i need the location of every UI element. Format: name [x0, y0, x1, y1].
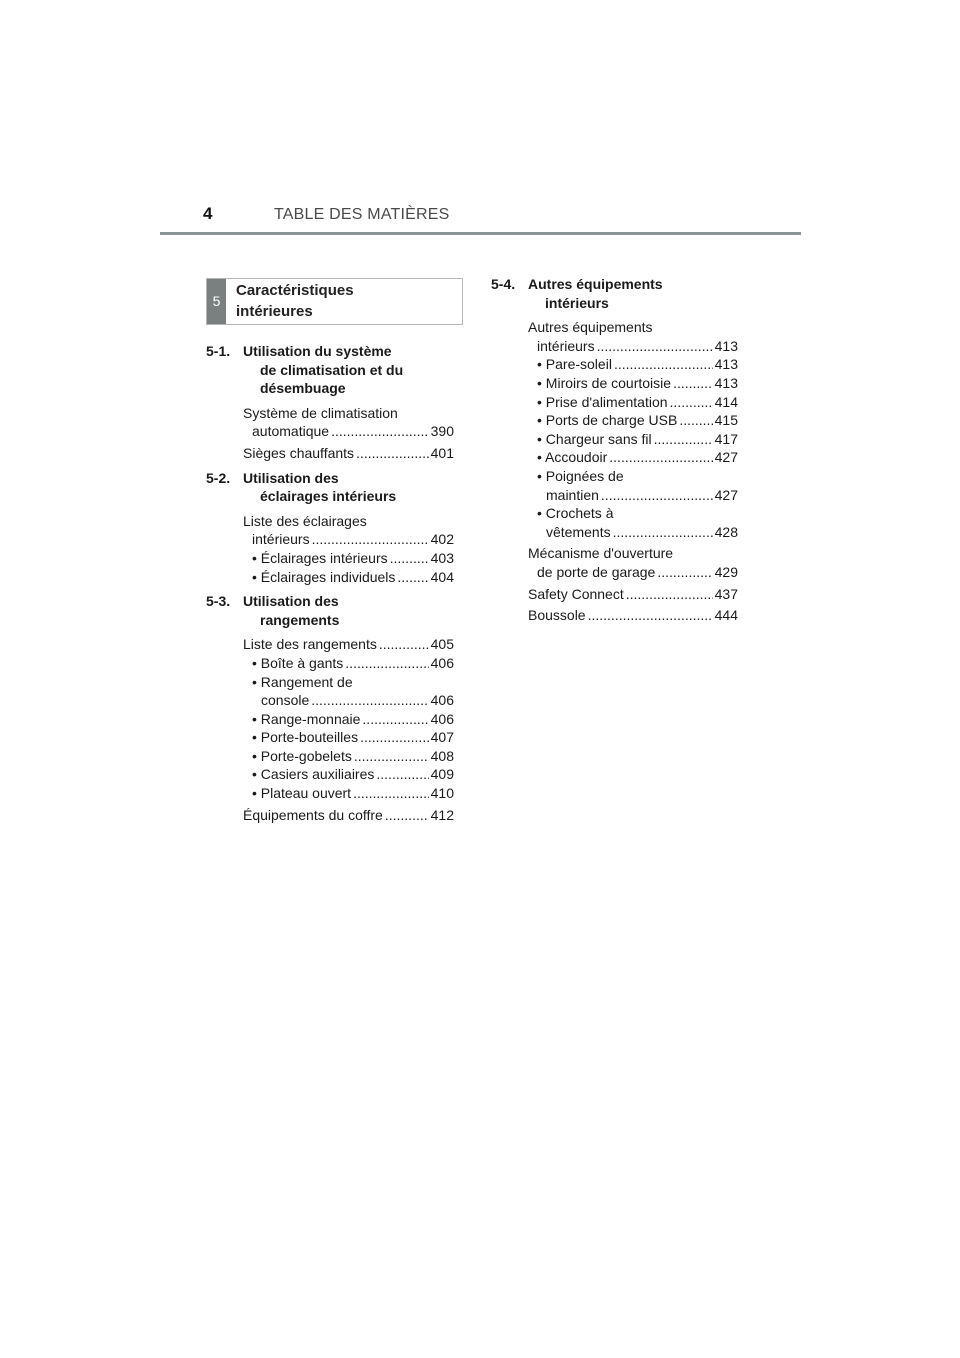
- toc-entry[interactable]: • Porte-gobelets ..... 408: [206, 747, 454, 766]
- toc-entry-label[interactable]: Système de climatisation: [243, 404, 398, 421]
- toc-entry[interactable]: Équipements du coffre ..... 412: [206, 806, 454, 825]
- toc-entry[interactable]: • Pare-soleil ..... 413: [491, 355, 738, 374]
- toc-entry-label[interactable]: • Poignées de: [537, 467, 624, 484]
- toc-entry[interactable]: maintien ..... 427: [491, 486, 738, 505]
- toc-entry[interactable]: • Éclairages intérieurs ..... 403: [206, 549, 454, 568]
- toc-heading-5-3[interactable]: 5-3. Utilisation des rangements: [206, 593, 340, 628]
- toc-entry[interactable]: automatique ..... 390: [206, 422, 454, 441]
- toc-entry[interactable]: Safety Connect ..... 437: [491, 585, 738, 604]
- toc-entry-label[interactable]: Liste des éclairages: [243, 512, 367, 529]
- header-rule: [160, 232, 801, 235]
- toc-entry[interactable]: • Accoudoir ..... 427: [491, 448, 738, 467]
- toc-entry-label[interactable]: Mécanisme d'ouverture: [528, 545, 674, 562]
- section-heading-box: [206, 278, 463, 325]
- toc-entry[interactable]: • Boîte à gants ..... 406: [206, 654, 454, 673]
- toc-entry[interactable]: • Ports de charge USB ..... 415: [491, 411, 738, 430]
- page-number: 4: [203, 204, 213, 223]
- header-title: TABLE DES MATIÈRES: [274, 206, 450, 223]
- toc-entry[interactable]: • Plateau ouvert ..... 410: [206, 784, 454, 803]
- toc-entry[interactable]: • Casiers auxiliaires ..... 409: [206, 765, 454, 784]
- toc-heading-5-1[interactable]: 5-1. Utilisation du système de climatisation et du désembuage: [206, 343, 404, 397]
- section-number-tab: 5: [207, 279, 226, 324]
- toc-entry[interactable]: intérieurs ..... 413: [491, 337, 738, 356]
- page-header: [160, 204, 801, 230]
- toc-right-column: [491, 275, 738, 625]
- toc-entry[interactable]: • Éclairages individuels ..... 404: [206, 568, 454, 587]
- toc-left-column: [206, 342, 454, 824]
- section-title: Caractéristiques intérieures: [236, 282, 354, 320]
- toc-entry[interactable]: • Prise d'alimentation ..... 414: [491, 393, 738, 412]
- toc-entry[interactable]: console ..... 406: [206, 691, 454, 710]
- toc-heading-5-4[interactable]: 5-4. Autres équipements intérieurs: [491, 276, 663, 311]
- toc-entry[interactable]: Boussole ..... 444: [491, 606, 738, 625]
- toc-entry-label[interactable]: Autres équipements: [528, 319, 653, 336]
- toc-entry-label[interactable]: • Rangement de: [252, 673, 353, 690]
- toc-entry[interactable]: Liste des rangements ..... 405: [206, 635, 454, 654]
- toc-entry-label[interactable]: • Crochets à: [537, 505, 614, 522]
- toc-entry[interactable]: vêtements ..... 428: [491, 523, 738, 542]
- toc-entry[interactable]: Sièges chauffants ..... 401: [206, 444, 454, 463]
- toc-entry[interactable]: de porte de garage ..... 429: [491, 563, 738, 582]
- toc-entry[interactable]: • Miroirs de courtoisie ..... 413: [491, 374, 738, 393]
- toc-entry[interactable]: • Chargeur sans fil ..... 417: [491, 430, 738, 449]
- toc-heading-5-2[interactable]: 5-2. Utilisation des éclairages intérieurs: [206, 469, 397, 505]
- toc-entry[interactable]: • Range-monnaie ..... 406: [206, 710, 454, 729]
- toc-entry[interactable]: • Porte-bouteilles ..... 407: [206, 728, 454, 747]
- toc-entry[interactable]: intérieurs ..... 402: [206, 530, 454, 549]
